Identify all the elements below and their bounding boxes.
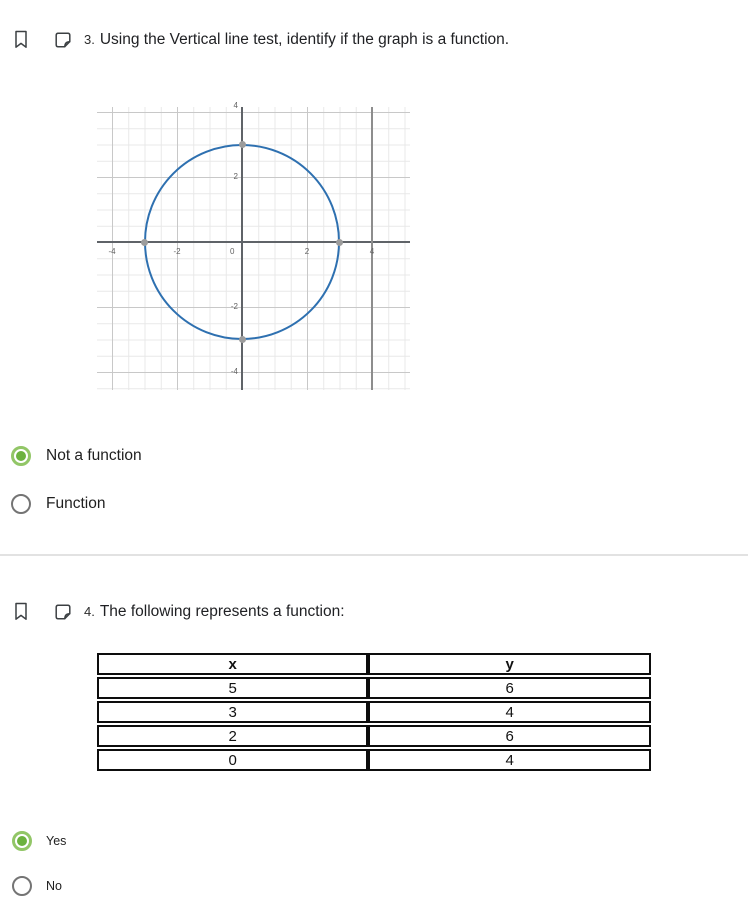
radio-option-yes[interactable] [12, 831, 66, 851]
question-4-header [14, 602, 345, 621]
table-row [97, 725, 651, 747]
x-axis-tick-label: 2 [304, 247, 310, 256]
radio-option-label: Yes [46, 834, 67, 848]
table-cell: 3 [97, 701, 368, 723]
table-row [97, 677, 651, 699]
table-cell: 6 [368, 677, 651, 699]
question-3-header [14, 30, 509, 49]
radio-button-unselected[interactable] [11, 494, 31, 514]
question-text: Using the Vertical line test, identify if the graph is a function. [99, 30, 510, 48]
radio-button-unselected[interactable] [12, 876, 32, 896]
curve-point [141, 239, 148, 246]
y-axis-tick-label: 4 [233, 101, 238, 110]
table-cell: 0 [97, 749, 368, 771]
x-axis-tick-label: 0 [230, 247, 235, 256]
question-3-answer-options [11, 444, 142, 540]
question-number: 4. [84, 604, 95, 619]
curve-point [239, 141, 246, 148]
curve-point [239, 336, 246, 343]
table-row [97, 749, 651, 771]
radio-option-label: Function [46, 495, 106, 512]
bookmark-icon[interactable] [14, 602, 28, 621]
table-cell: 4 [368, 701, 651, 723]
curve-point [336, 239, 343, 246]
circle-curve [144, 144, 340, 340]
y-axis-tick-label: -4 [230, 367, 238, 376]
table-cell: 4 [368, 749, 651, 771]
table-header-cell: x [97, 653, 368, 675]
table-cell: 2 [97, 725, 368, 747]
table-header-cell: y [368, 653, 651, 675]
y-axis-tick-label: 2 [233, 172, 238, 181]
radio-option-not-a-function[interactable] [11, 444, 142, 468]
radio-option-label: No [46, 879, 62, 893]
table-cell: 5 [97, 677, 368, 699]
function-table [97, 651, 651, 773]
radio-option-no[interactable] [12, 876, 66, 896]
table-header-row [97, 653, 651, 675]
y-axis-tick-label: -2 [230, 302, 238, 311]
x-axis-tick-label: 4 [369, 247, 375, 256]
radio-button-selected[interactable] [11, 446, 31, 466]
note-icon[interactable] [55, 604, 71, 620]
x-axis-tick-label: -4 [108, 247, 116, 256]
note-icon[interactable] [55, 32, 71, 48]
table-cell: 6 [368, 725, 651, 747]
x-axis-tick-label: -2 [173, 247, 181, 256]
question-4-answer-options [12, 831, 66, 921]
radio-option-label: Not a function [46, 447, 142, 464]
radio-option-function[interactable] [11, 492, 142, 516]
question-text: The following represents a function: [99, 602, 345, 620]
table-row [97, 701, 651, 723]
question-number: 3. [84, 32, 95, 47]
graph-plot [97, 101, 410, 390]
section-divider [0, 554, 748, 556]
bookmark-icon[interactable] [14, 30, 28, 49]
radio-button-selected[interactable] [12, 831, 32, 851]
